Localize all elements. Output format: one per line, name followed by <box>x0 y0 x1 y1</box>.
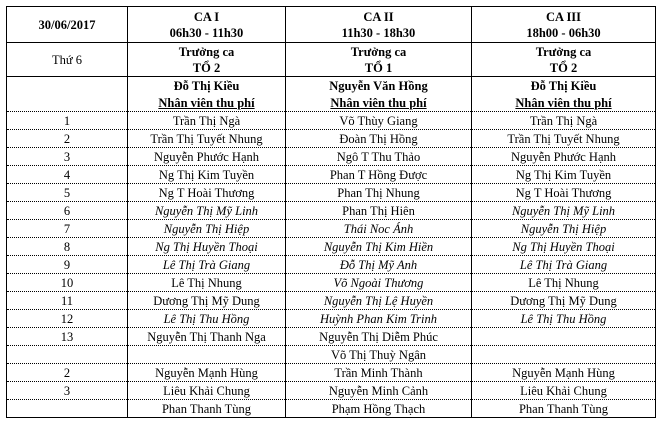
shift-1-staff: Nguyễn Thị Mỹ Linh <box>128 202 286 220</box>
shift-1-team <box>128 43 286 77</box>
shift-3-staff: Ng Thị Kim Tuyền <box>472 166 656 184</box>
row-number: 7 <box>7 220 128 238</box>
shift-1-staff <box>128 346 286 364</box>
weekday-cell: Thứ 6 <box>7 43 128 77</box>
shift-3-time: 18h00 - 06h30 <box>526 25 601 40</box>
shift-1-staff: Nguyễn Thị Thanh Nga <box>128 328 286 346</box>
table-row <box>7 382 656 400</box>
shift-3-staff-label: Nhân viên thu phí <box>472 94 656 112</box>
shift-2-team-name: TỔ 1 <box>364 60 393 75</box>
shift-1-staff: Nguyễn Phước Hạnh <box>128 148 286 166</box>
shift-3-staff: Ng Thị Huyền Thoại <box>472 238 656 256</box>
shift-1-name: CA I <box>193 9 220 24</box>
shift-3-staff: Ng T Hoài Thương <box>472 184 656 202</box>
row-number: 10 <box>7 274 128 292</box>
table-row <box>7 148 656 166</box>
shift-2-staff: Trần Minh Thành <box>286 364 472 382</box>
shift-1-staff: Nguyễn Thị Hiệp <box>128 220 286 238</box>
blank-cell <box>7 77 128 95</box>
row-number: 12 <box>7 310 128 328</box>
leader-name-row <box>7 77 656 95</box>
shift-2-staff: Phan T Hồng Được <box>286 166 472 184</box>
shift-1-staff: Dương Thị Mỹ Dung <box>128 292 286 310</box>
row-number <box>7 346 128 364</box>
shift-3-staff: Trần Thị Ngà <box>472 112 656 130</box>
shift-2-staff: Nguyễn Thị Diễm Phúc <box>286 328 472 346</box>
row-number: 3 <box>7 148 128 166</box>
shift-1-leader-label: Trưởng ca <box>178 44 235 59</box>
shift-3-staff: Trần Thị Tuyết Nhung <box>472 130 656 148</box>
row-number: 6 <box>7 202 128 220</box>
shift-3-staff: Nguyễn Phước Hạnh <box>472 148 656 166</box>
shift-3-staff: Liêu Khải Chung <box>472 382 656 400</box>
row-number: 2 <box>7 364 128 382</box>
shift-2-leader: Nguyễn Văn Hồng <box>286 77 472 95</box>
shift-2-leader-label: Trưởng ca <box>350 44 407 59</box>
table-row <box>7 130 656 148</box>
shift-1-staff: Trần Thị Ngà <box>128 112 286 130</box>
row-number: 5 <box>7 184 128 202</box>
shift-3-staff: Lê Thị Thu Hồng <box>472 310 656 328</box>
table-row <box>7 346 656 364</box>
table-row <box>7 310 656 328</box>
shift-3-staff: Nguyễn Mạnh Hùng <box>472 364 656 382</box>
blank-cell <box>7 94 128 112</box>
shift-1-header <box>128 7 286 43</box>
table-row <box>7 220 656 238</box>
shift-1-staff: Lê Thị Thu Hồng <box>128 310 286 328</box>
staff-label-row <box>7 94 656 112</box>
table-row <box>7 256 656 274</box>
shift-2-staff: Võ Thị Thuỳ Ngân <box>286 346 472 364</box>
row-number: 13 <box>7 328 128 346</box>
table-row <box>7 400 656 418</box>
row-number: 9 <box>7 256 128 274</box>
shift-1-staff: Ng Thị Huyền Thoại <box>128 238 286 256</box>
table-row <box>7 238 656 256</box>
shift-3-staff: Dương Thị Mỹ Dung <box>472 292 656 310</box>
shift-2-name: CA II <box>363 9 394 24</box>
shift-3-team-name: TỔ 2 <box>549 60 578 75</box>
shift-3-staff: Nguyễn Thị Mỹ Linh <box>472 202 656 220</box>
row-number: 8 <box>7 238 128 256</box>
shift-1-staff: Lê Thị Nhung <box>128 274 286 292</box>
table-row <box>7 292 656 310</box>
shift-1-team-name: TỔ 2 <box>192 60 221 75</box>
row-number: 4 <box>7 166 128 184</box>
row-number: 11 <box>7 292 128 310</box>
shift-3-name: CA III <box>545 9 582 24</box>
shift-2-staff: Võ Ngoài Thương <box>286 274 472 292</box>
shift-2-staff: Phan Thị Nhung <box>286 184 472 202</box>
table-row <box>7 202 656 220</box>
shift-2-staff: Phạm Hồng Thạch <box>286 400 472 418</box>
shift-2-staff: Đoàn Thị Hồng <box>286 130 472 148</box>
table-row <box>7 166 656 184</box>
shift-1-leader: Đỗ Thị Kiều <box>128 77 286 95</box>
table-row <box>7 184 656 202</box>
shift-3-staff <box>472 346 656 364</box>
shift-3-staff: Lê Thị Nhung <box>472 274 656 292</box>
shift-3-staff: Nguyễn Thị Hiệp <box>472 220 656 238</box>
table-row <box>7 364 656 382</box>
shift-2-header <box>286 7 472 43</box>
shift-2-staff: Ngô T Thu Thảo <box>286 148 472 166</box>
shift-2-staff: Võ Thùy Giang <box>286 112 472 130</box>
shift-2-staff: Đỗ Thị Mỹ Anh <box>286 256 472 274</box>
shift-1-staff: Trần Thị Tuyết Nhung <box>128 130 286 148</box>
row-number: 1 <box>7 112 128 130</box>
row-number: 2 <box>7 130 128 148</box>
shift-2-staff: Huỳnh Phan Kim Trinh <box>286 310 472 328</box>
shift-1-staff: Phan Thanh Tùng <box>128 400 286 418</box>
shift-header-row <box>7 7 656 43</box>
shift-3-team <box>472 43 656 77</box>
shift-2-staff-label: Nhân viên thu phí <box>286 94 472 112</box>
shift-3-leader-label: Trưởng ca <box>535 44 592 59</box>
shift-2-team <box>286 43 472 77</box>
shift-1-time: 06h30 - 11h30 <box>169 25 244 40</box>
shift-3-staff <box>472 328 656 346</box>
table-row <box>7 112 656 130</box>
shift-2-staff: Nguyễn Thị Kim Hiền <box>286 238 472 256</box>
table-row <box>7 274 656 292</box>
shift-roster-table <box>6 6 656 418</box>
shift-1-staff-label: Nhân viên thu phí <box>128 94 286 112</box>
row-number: 3 <box>7 382 128 400</box>
shift-3-leader: Đỗ Thị Kiều <box>472 77 656 95</box>
shift-2-time: 11h30 - 18h30 <box>341 25 416 40</box>
shift-1-staff: Ng Thị Kim Tuyền <box>128 166 286 184</box>
shift-2-staff: Nguyễn Thị Lệ Huyền <box>286 292 472 310</box>
shift-1-staff: Liêu Khải Chung <box>128 382 286 400</box>
shift-2-staff: Nguyễn Minh Cảnh <box>286 382 472 400</box>
shift-3-staff: Phan Thanh Tùng <box>472 400 656 418</box>
shift-2-staff: Thái Noc Ánh <box>286 220 472 238</box>
date-cell: 30/06/2017 <box>7 7 128 43</box>
shift-1-staff: Lê Thị Trà Giang <box>128 256 286 274</box>
shift-2-staff: Phan Thị Hiên <box>286 202 472 220</box>
shift-1-staff: Ng T Hoài Thương <box>128 184 286 202</box>
row-number <box>7 400 128 418</box>
leader-label-row <box>7 43 656 77</box>
shift-3-staff: Lê Thị Trà Giang <box>472 256 656 274</box>
table-row <box>7 328 656 346</box>
shift-1-staff: Nguyễn Mạnh Hùng <box>128 364 286 382</box>
shift-3-header <box>472 7 656 43</box>
